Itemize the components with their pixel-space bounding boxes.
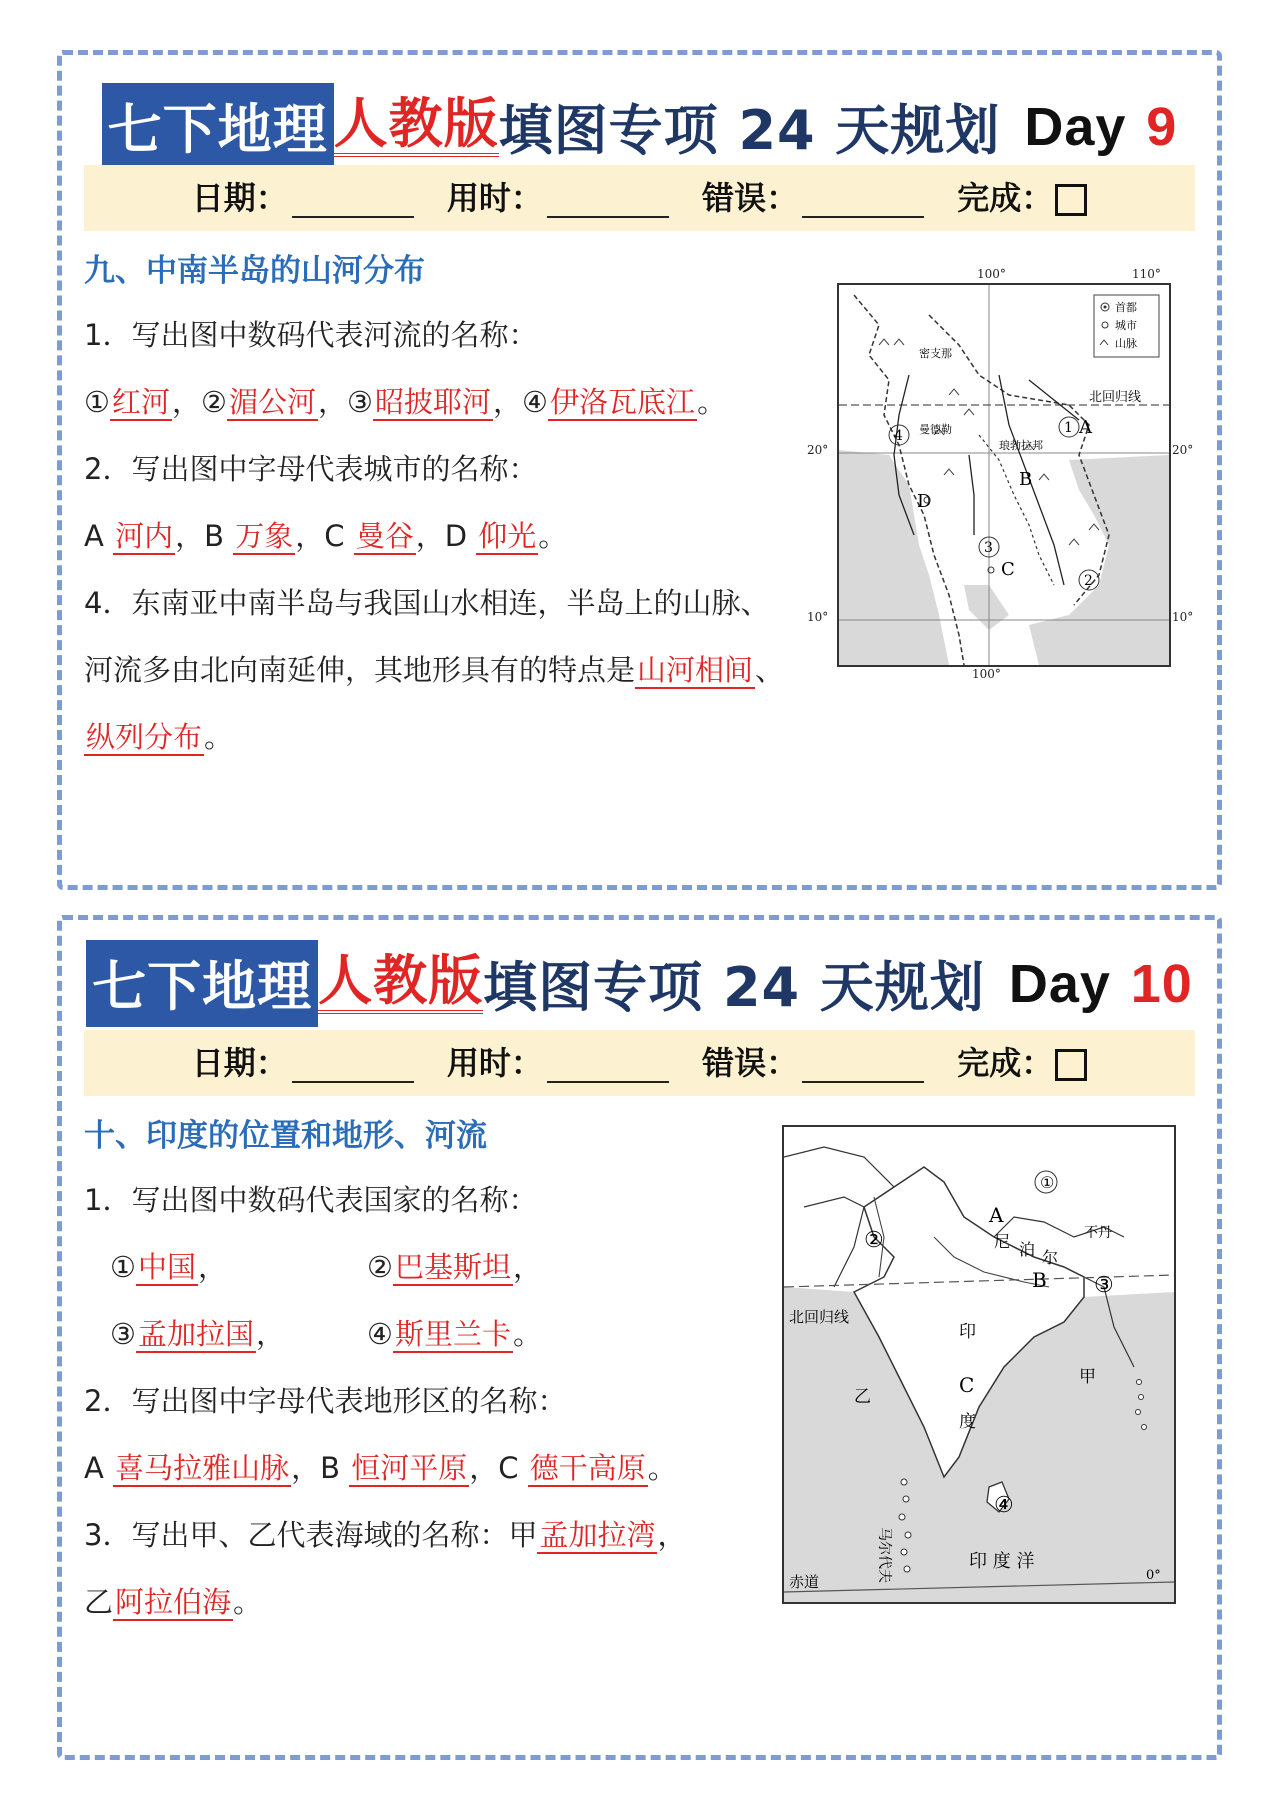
svg-text:②: ②	[864, 1228, 884, 1253]
svg-text:C: C	[1001, 559, 1015, 580]
answer-chao-phraya: 昭披耶河	[375, 385, 492, 419]
errors-field[interactable]	[802, 182, 924, 218]
date-label: 日期：	[191, 1044, 288, 1082]
answer-terrain-2: 纵列分布	[86, 720, 203, 754]
question-4-line1: 4．东南亚中南半岛与我国山水相连，半岛上的山脉、	[84, 586, 770, 620]
question-1: 1．写出图中数码代表河流的名称：	[84, 318, 538, 352]
done-checkbox[interactable]	[1055, 184, 1087, 216]
answer-bangkok: 曼谷	[355, 519, 414, 553]
time-label: 用时：	[446, 1044, 543, 1082]
answer-irrawaddy: 伊洛瓦底江	[550, 385, 696, 419]
svg-text:B: B	[1032, 1268, 1047, 1292]
answer-mekong: 湄公河	[229, 385, 317, 419]
time-label: 用时：	[446, 179, 543, 217]
svg-text:乙: 乙	[854, 1387, 871, 1407]
legend-capital: 首都	[1115, 301, 1137, 314]
india-map	[782, 1125, 1176, 1604]
errors-field[interactable]	[802, 1047, 924, 1083]
title-day-number: 10	[1130, 953, 1193, 1014]
tropic-label: 北回归线	[789, 1308, 850, 1326]
svg-text:D: D	[917, 491, 932, 512]
errors-label: 错误：	[702, 179, 799, 217]
worksheet-day9: 七下地理 人教版填图专项 24 天规划 Day 9 日期： 用时： 错误： 完成： 九、中南半岛的山河分布 1．写出图中数码代表河流的名称： ①红河，②湄公河，③昭披耶河，④伊洛瓦底江。 2．写出图中字母代表城市的名称： A 河内，B 万象，C 曼谷，D 仰光。 4．东南亚中南半岛与我国山水相连，半岛上的山脉、 河流多由北向南延伸，其地形具有的特点是山河相间、 纵列分布。 首都 城市 山脉 北回归线 密支那 曼德勒 琅勃拉邦 1 2 3 4 A B C D 100° 110° 100° 20° 20° 10° 10°	[57, 50, 1222, 890]
answer-bay-of-bengal: 孟加拉湾	[539, 1518, 656, 1552]
answer-sri-lanka: ④斯里兰卡。	[367, 1317, 543, 1351]
tropic-label: 北回归线	[1089, 390, 1142, 405]
date-field[interactable]	[292, 1047, 414, 1083]
question-2: 2．写出图中字母代表地形区的名称：	[84, 1384, 567, 1418]
answer-1-line: ①红河，②湄公河，③昭披耶河，④伊洛瓦底江。	[84, 385, 727, 419]
legend-mountain: 山脉	[1115, 337, 1137, 350]
svg-text:不丹: 不丹	[1084, 1225, 1112, 1241]
title-edition: 人教版	[333, 92, 499, 156]
section-heading: 九、中南半岛的山河分布	[84, 253, 425, 289]
time-field[interactable]	[547, 1047, 669, 1083]
title-day10	[62, 940, 1217, 1040]
answer-ganges-plain: 恒河平原	[351, 1451, 468, 1485]
svg-text:赤道: 赤道	[789, 1573, 820, 1591]
question-4-line2: 河流多由北向南延伸，其地形具有的特点是山河相间、	[84, 653, 785, 687]
answer-pakistan: ②巴基斯坦，	[367, 1250, 543, 1284]
svg-text:度: 度	[959, 1412, 976, 1432]
svg-text:A: A	[989, 1203, 1004, 1227]
svg-text:密支那: 密支那	[919, 347, 952, 360]
done-label: 完成：	[957, 179, 1054, 217]
svg-text:④: ④	[994, 1493, 1014, 1518]
question-2: 2．写出图中字母代表城市的名称：	[84, 452, 538, 486]
answer-china: ①中国，	[110, 1250, 228, 1284]
title-day-label: Day	[1008, 953, 1111, 1014]
answer-terrain-1: 山河相间	[637, 653, 754, 687]
section-heading: 十、印度的位置和地形、河流	[84, 1118, 487, 1154]
answer-bangladesh: ③孟加拉国，	[110, 1317, 286, 1351]
info-bar	[84, 165, 1195, 231]
svg-text:0°: 0°	[1146, 1568, 1161, 1583]
answer-deccan: 德干高原	[529, 1451, 646, 1485]
title-edition: 人教版	[318, 949, 484, 1013]
answer-2-line: A 河内，B 万象，C 曼谷，D 仰光。	[84, 519, 568, 553]
svg-text:①: ①	[1040, 1173, 1055, 1192]
svg-text:甲: 甲	[1079, 1367, 1096, 1387]
worksheet-day10	[57, 915, 1222, 1760]
svg-text:C: C	[959, 1373, 975, 1397]
question-4-line3: 纵列分布。	[86, 720, 234, 754]
date-field[interactable]	[292, 182, 414, 218]
title-day-label: Day	[1024, 96, 1127, 157]
svg-text:2: 2	[1084, 573, 1093, 589]
svg-text:印 度 洋: 印 度 洋	[969, 1551, 1035, 1572]
svg-text:泊: 泊	[1019, 1240, 1036, 1259]
time-field[interactable]	[547, 182, 669, 218]
info-bar	[84, 1030, 1195, 1096]
svg-text:A: A	[1079, 417, 1092, 438]
question-3-line2: 乙阿拉伯海。	[84, 1585, 263, 1619]
svg-text:马尔代夫: 马尔代夫	[876, 1527, 892, 1583]
question-3: 3．写出甲、乙代表海域的名称：甲孟加拉湾，	[84, 1518, 687, 1552]
answer-vientiane: 万象	[235, 519, 294, 553]
svg-text:1: 1	[1064, 420, 1073, 436]
svg-text:③: ③	[1094, 1273, 1114, 1298]
question-1: 1．写出图中数码代表国家的名称：	[84, 1183, 538, 1217]
answer-red-river: 红河	[112, 385, 171, 419]
legend-city: 城市	[1115, 319, 1137, 332]
date-label: 日期：	[191, 179, 288, 217]
answer-hanoi: 河内	[115, 519, 174, 553]
svg-text:尼: 尼	[994, 1232, 1011, 1251]
answer-himalaya: 喜马拉雅山脉	[115, 1451, 290, 1485]
svg-text:3: 3	[984, 540, 993, 556]
title-grade: 七下地理	[102, 83, 334, 170]
title-day-number: 9	[1146, 96, 1178, 157]
answer-arabian-sea: 阿拉伯海	[115, 1585, 232, 1619]
errors-label: 错误：	[702, 1044, 799, 1082]
done-checkbox[interactable]	[1055, 1049, 1087, 1081]
svg-text:印: 印	[959, 1322, 976, 1342]
title-plan: 填图专项 24 天规划	[483, 956, 985, 1019]
answer-2-line: A 喜马拉雅山脉，B 恒河平原，C 德干高原。	[84, 1451, 677, 1485]
svg-text:尔: 尔	[1042, 1248, 1059, 1267]
answer-yangon: 仰光	[478, 519, 537, 553]
title-plan: 填图专项 24 天规划	[498, 99, 1001, 162]
indochina-map	[837, 283, 1171, 667]
svg-text:琅勃拉邦: 琅勃拉邦	[999, 439, 1043, 452]
svg-text:曼德勒: 曼德勒	[919, 423, 952, 436]
svg-text:4: 4	[894, 428, 903, 444]
title-grade: 七下地理	[86, 940, 318, 1027]
done-label: 完成：	[957, 1044, 1054, 1082]
svg-text:B: B	[1019, 469, 1033, 490]
